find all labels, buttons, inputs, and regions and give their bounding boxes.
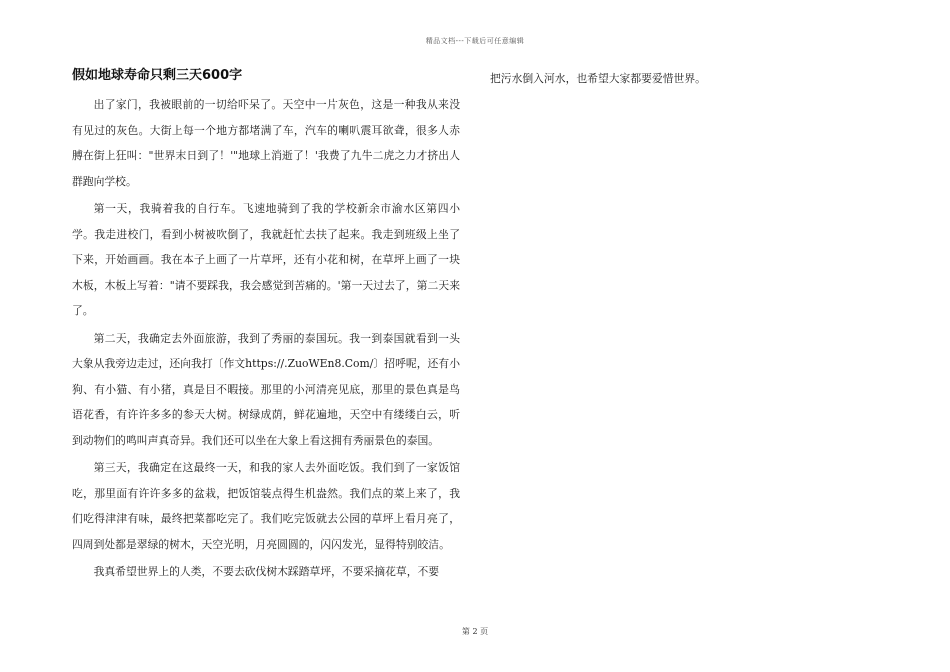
paragraph-4: 第三天，我确定在这最终一天，和我的家人去外面吃饭。我们到了一家饭馆吃，那里面有许许多多的盆栽，把饭馆装点得生机盎然。我们点的菜上来了，我们吃得津津有味，最终把菜都吃完了。我们吃完饭就去公园的草坪上看月亮了，四周到处都是翠绿的树木，天空光明，月亮圆圆的，闪闪发光，显得特别皎洁。: [72, 461, 460, 551]
page-number: 第 2 页: [461, 627, 489, 636]
paragraph-1: 出了家门，我被眼前的一切给吓呆了。天空中一片灰色，这是一种我从来没有见过的灰色。大街上每一个地方都堵满了车，汽车的喇叭震耳欲聋，很多人赤膊在街上狂叫："世界末日到了！'"地球上消逝了！'我费了九牛二虎之力才挤出人群跑向学校。: [72, 98, 460, 188]
paragraph-5-continuation: 把污水倒入河水，也希望大家都要爱惜世界。: [490, 72, 706, 85]
left-column: [72, 66, 460, 587]
paragraph-5: 我真希望世界上的人类，不要去砍伐树木踩踏草坪，不要采摘花草，不要: [93, 565, 440, 578]
page-header: 精品文档---下载后可任意编辑: [425, 37, 525, 45]
paragraph-2: 第一天，我骑着我的自行车。飞速地骑到了我的学校新余市渝水区第四小学。我走进校门，看到小树被吹倒了，我就赶忙去扶了起来。我走到班级上坐了下来，开始画画。我在本子上画了一片草坪，还有小花和树，在草坪上画了一块木板，木板上写着："请不要踩我，我会感觉到苦痛的。'第一天过去了，第二天来了。: [72, 202, 460, 317]
document-title: 假如地球寿命只剩三天600字: [72, 68, 243, 83]
right-column: [490, 66, 878, 94]
paragraph-3: 第二天，我确定去外面旅游，我到了秀丽的泰国玩。我一到泰国就看到一头大象从我旁边走过，还向我打〔作文https://.ZuoWEn8.Com/〕招呼呢，还有小狗、有小猫、有小猪，真是目不暇接。那里的小河清亮见底，那里的景色真是鸟语花香，有许许多多的参天大树。树绿成荫，鲜花遍地，天空中有缕缕白云，听到动物们的鸣叫声真奇异。我们还可以坐在大象上看这拥有秀丽景色的泰国。: [72, 331, 460, 447]
